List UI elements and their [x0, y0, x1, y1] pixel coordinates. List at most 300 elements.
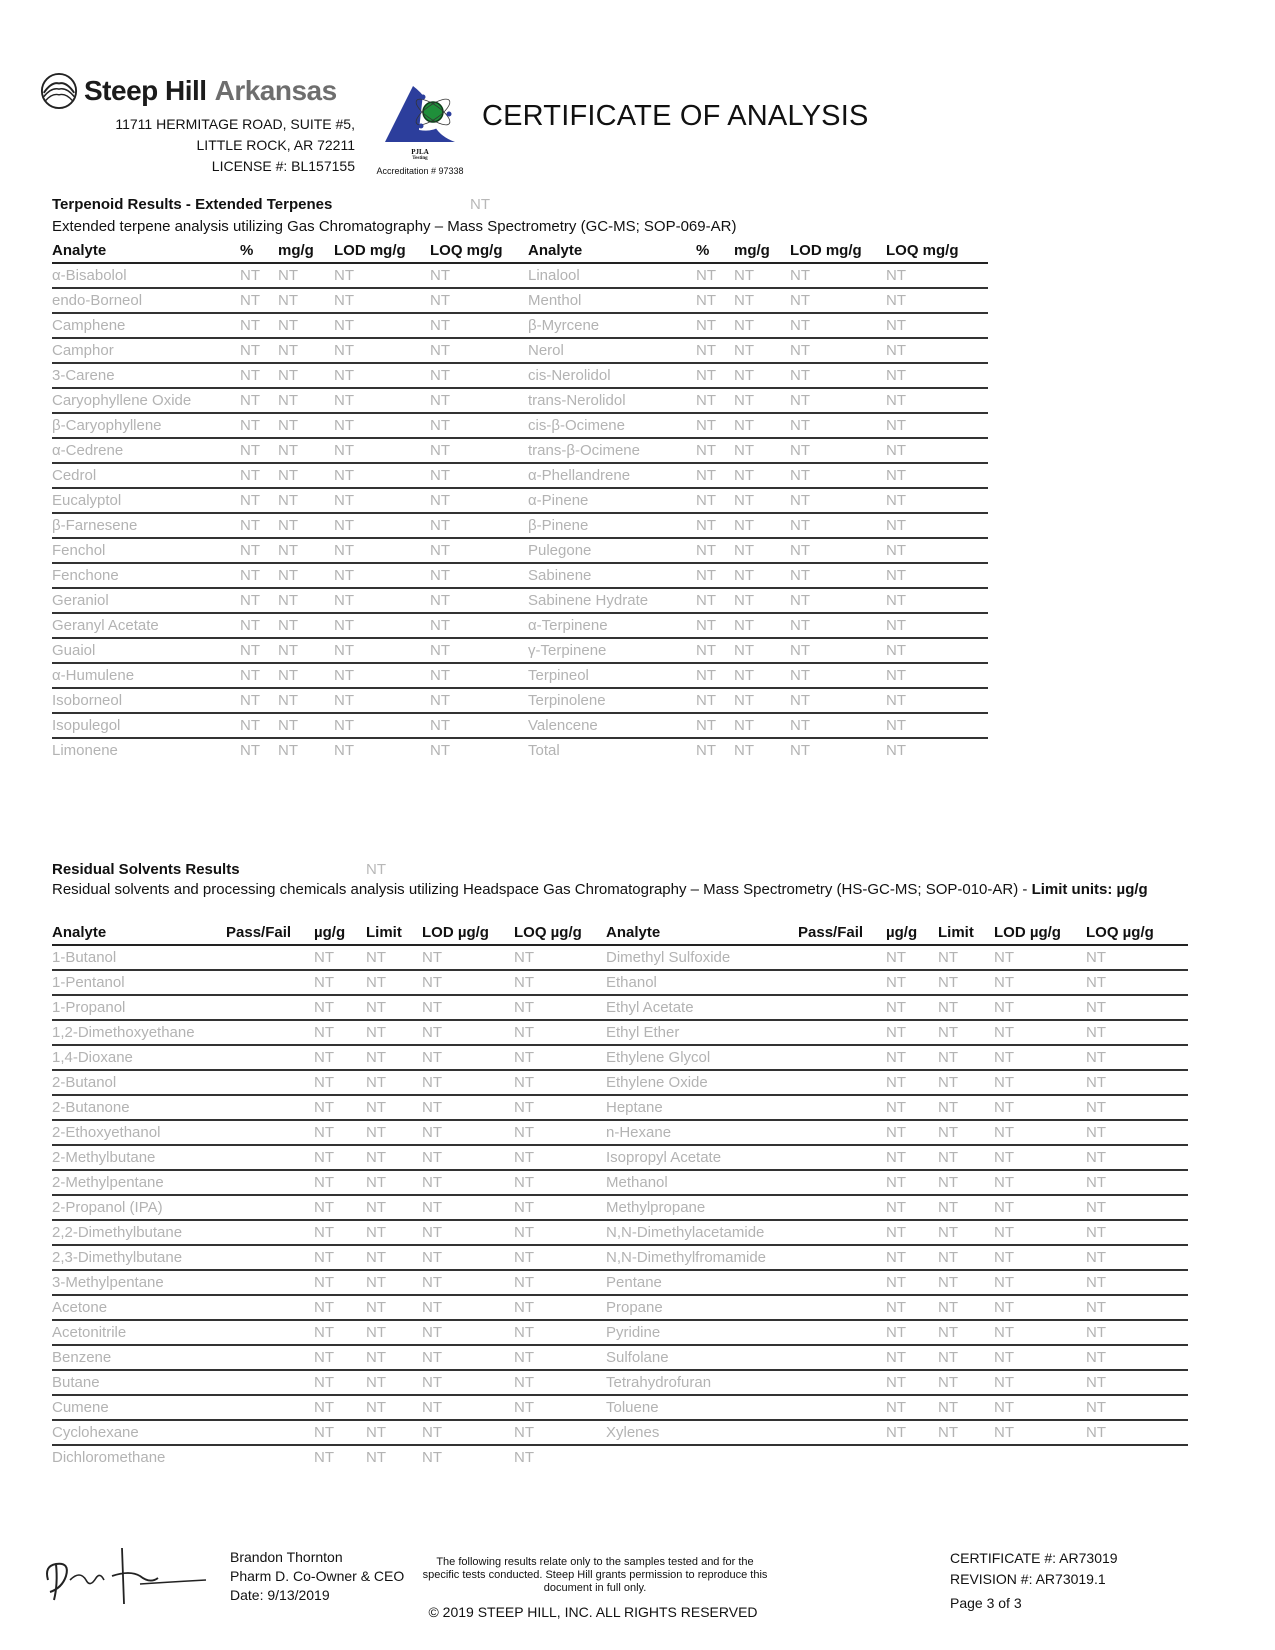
column-header: Analyte	[52, 920, 226, 945]
result-cell: NT	[240, 288, 278, 313]
result-cell	[938, 1445, 994, 1469]
result-cell: NT	[1086, 1295, 1188, 1320]
analyte-name: 1-Propanol	[52, 995, 226, 1020]
result-cell: NT	[514, 1070, 606, 1095]
result-cell: NT	[514, 1220, 606, 1245]
result-cell	[798, 1095, 886, 1120]
result-cell	[798, 1345, 886, 1370]
result-cell	[798, 1145, 886, 1170]
result-cell: NT	[334, 538, 430, 563]
analyte-name: 2-Butanol	[52, 1070, 226, 1095]
result-cell: NT	[1086, 1170, 1188, 1195]
result-cell	[798, 1270, 886, 1295]
result-cell	[226, 1145, 314, 1170]
result-cell: NT	[240, 388, 278, 413]
result-cell: NT	[314, 1295, 366, 1320]
result-cell: NT	[334, 513, 430, 538]
result-cell: NT	[938, 1320, 994, 1345]
analyte-name: 3-Methylpentane	[52, 1270, 226, 1295]
column-header: LOD mg/g	[334, 238, 430, 263]
result-cell: NT	[278, 688, 334, 713]
analyte-name: Fenchol	[52, 538, 240, 563]
result-cell: NT	[886, 338, 988, 363]
mountain-logo-icon	[40, 72, 78, 110]
result-cell: NT	[1086, 945, 1188, 970]
column-header: LOQ mg/g	[430, 238, 528, 263]
result-cell: NT	[938, 1145, 994, 1170]
result-cell: NT	[696, 713, 734, 738]
result-cell: NT	[734, 413, 790, 438]
result-cell: NT	[938, 1020, 994, 1045]
accreditation-number: Accreditation # 97338	[376, 166, 464, 176]
result-cell: NT	[314, 1345, 366, 1370]
result-cell: NT	[334, 713, 430, 738]
result-cell: NT	[696, 588, 734, 613]
result-cell: NT	[334, 488, 430, 513]
result-cell: NT	[240, 713, 278, 738]
table-row	[52, 738, 988, 762]
result-cell: NT	[790, 438, 886, 463]
result-cell: NT	[938, 1370, 994, 1395]
result-cell: NT	[1086, 970, 1188, 995]
result-cell: NT	[366, 1120, 422, 1145]
table-row	[52, 338, 988, 363]
result-cell: NT	[734, 638, 790, 663]
column-header: Analyte	[606, 920, 798, 945]
analyte-name: Geranyl Acetate	[52, 613, 240, 638]
result-cell: NT	[886, 313, 988, 338]
result-cell: NT	[734, 513, 790, 538]
result-cell: NT	[430, 413, 528, 438]
result-cell: NT	[334, 313, 430, 338]
table-row	[52, 1445, 1188, 1469]
analyte-name: 3-Carene	[52, 363, 240, 388]
table-row	[52, 1220, 1188, 1245]
result-cell	[226, 1370, 314, 1395]
result-cell: NT	[790, 313, 886, 338]
result-cell: NT	[422, 945, 514, 970]
result-cell: NT	[994, 1145, 1086, 1170]
result-cell: NT	[422, 1020, 514, 1045]
result-cell	[226, 995, 314, 1020]
result-cell: NT	[734, 563, 790, 588]
result-cell: NT	[734, 488, 790, 513]
table-row	[52, 1395, 1188, 1420]
result-cell: NT	[366, 995, 422, 1020]
analyte-name: Pulegone	[528, 538, 696, 563]
result-cell: NT	[1086, 1095, 1188, 1120]
copyright-notice: © 2019 STEEP HILL, INC. ALL RIGHTS RESERVED	[428, 1604, 758, 1620]
result-cell	[798, 1320, 886, 1345]
result-cell	[226, 1445, 314, 1469]
result-cell: NT	[430, 388, 528, 413]
table-row	[52, 995, 1188, 1020]
result-cell: NT	[366, 1270, 422, 1295]
table-row	[52, 463, 988, 488]
result-cell: NT	[430, 338, 528, 363]
result-cell: NT	[938, 970, 994, 995]
result-cell: NT	[240, 538, 278, 563]
result-cell: NT	[240, 438, 278, 463]
analyte-name: α-Cedrene	[52, 438, 240, 463]
result-cell: NT	[422, 1345, 514, 1370]
result-cell: NT	[278, 363, 334, 388]
analyte-name: Pyridine	[606, 1320, 798, 1345]
analyte-name: Linalool	[528, 263, 696, 288]
table-row	[52, 945, 1188, 970]
solvents-section-status: NT	[366, 861, 386, 878]
table-row	[52, 970, 1188, 995]
column-header: LOQ µg/g	[1086, 920, 1188, 945]
result-cell: NT	[366, 1195, 422, 1220]
result-cell: NT	[334, 363, 430, 388]
table-row	[52, 263, 988, 288]
signer-title: Pharm D. Co-Owner & CEO	[230, 1568, 405, 1584]
result-cell: NT	[790, 538, 886, 563]
result-cell: NT	[886, 613, 988, 638]
terpenes-section-description: Extended terpene analysis utilizing Gas Chromatography – Mass Spectrometry (GC-MS; SOP-069-AR)	[52, 218, 737, 235]
result-cell: NT	[430, 663, 528, 688]
result-cell: NT	[886, 413, 988, 438]
result-cell: NT	[430, 588, 528, 613]
result-cell	[798, 1045, 886, 1070]
result-cell: NT	[422, 1295, 514, 1320]
analyte-name: Isopulegol	[52, 713, 240, 738]
analyte-name: Sulfolane	[606, 1345, 798, 1370]
table-row	[52, 1245, 1188, 1270]
result-cell: NT	[278, 563, 334, 588]
result-cell: NT	[790, 513, 886, 538]
result-cell	[226, 1120, 314, 1145]
result-cell: NT	[422, 1070, 514, 1095]
result-cell: NT	[790, 563, 886, 588]
analyte-name: cis-Nerolidol	[528, 363, 696, 388]
table-row	[52, 1095, 1188, 1120]
result-cell: NT	[886, 638, 988, 663]
result-cell: NT	[886, 1295, 938, 1320]
table-row	[52, 288, 988, 313]
result-cell: NT	[696, 438, 734, 463]
result-cell: NT	[734, 313, 790, 338]
analyte-name: Limonene	[52, 742, 118, 759]
result-cell: NT	[886, 1420, 938, 1445]
result-cell	[994, 1445, 1086, 1469]
result-cell: NT	[430, 538, 528, 563]
result-cell: NT	[734, 688, 790, 713]
analyte-name: Isopropyl Acetate	[606, 1145, 798, 1170]
table-row	[52, 1370, 1188, 1395]
result-cell: NT	[886, 563, 988, 588]
result-cell: NT	[886, 995, 938, 1020]
result-cell: NT	[278, 538, 334, 563]
result-cell: NT	[314, 1220, 366, 1245]
result-cell: NT	[314, 1270, 366, 1295]
table-row	[52, 1345, 1188, 1370]
table-row	[52, 1170, 1188, 1195]
terpenes-section-status: NT	[470, 196, 490, 213]
result-cell	[226, 1220, 314, 1245]
table-row	[52, 363, 988, 388]
result-cell: NT	[422, 1195, 514, 1220]
result-cell: NT	[278, 338, 334, 363]
result-cell: NT	[1086, 1145, 1188, 1170]
result-cell: NT	[278, 513, 334, 538]
result-cell: NT	[314, 1320, 366, 1345]
result-cell: NT	[886, 1270, 938, 1295]
table-row	[52, 1070, 1188, 1095]
result-cell: NT	[790, 263, 886, 288]
terpenes-table-body	[52, 263, 988, 762]
result-cell: NT	[430, 688, 528, 713]
result-cell: NT	[886, 713, 988, 738]
result-cell: NT	[994, 1070, 1086, 1095]
result-cell: NT	[430, 488, 528, 513]
result-cell: NT	[278, 413, 334, 438]
result-cell: NT	[886, 663, 988, 688]
result-cell: NT	[514, 1120, 606, 1145]
result-cell	[226, 1270, 314, 1295]
result-cell: NT	[734, 613, 790, 638]
result-cell: NT	[422, 1095, 514, 1120]
result-cell: NT	[366, 1420, 422, 1445]
result-cell: NT	[938, 1420, 994, 1445]
analyte-name: Cumene	[52, 1395, 226, 1420]
result-cell: NT	[240, 463, 278, 488]
result-cell: NT	[240, 563, 278, 588]
result-cell: NT	[938, 1095, 994, 1120]
analyte-name: 2,3-Dimethylbutane	[52, 1245, 226, 1270]
result-cell: NT	[1086, 1120, 1188, 1145]
result-cell: NT	[886, 1045, 938, 1070]
solvents-section-title: Residual Solvents Results	[52, 861, 240, 878]
result-cell: NT	[696, 463, 734, 488]
page-number: Page 3 of 3	[950, 1595, 1022, 1611]
analyte-name: Camphene	[52, 313, 240, 338]
result-cell: NT	[790, 413, 886, 438]
result-cell: NT	[422, 1370, 514, 1395]
result-cell: NT	[334, 613, 430, 638]
result-cell: NT	[422, 1395, 514, 1420]
result-cell: NT	[1086, 1195, 1188, 1220]
result-cell: NT	[994, 1195, 1086, 1220]
analyte-name: Sabinene	[528, 563, 696, 588]
result-cell: NT	[734, 263, 790, 288]
result-cell	[798, 1420, 886, 1445]
pjla-accreditation-badge	[370, 84, 470, 176]
result-cell: NT	[696, 688, 734, 713]
analyte-name: Ethylene Oxide	[606, 1070, 798, 1095]
result-cell	[798, 1395, 886, 1420]
result-cell: NT	[430, 313, 528, 338]
table-row	[52, 1295, 1188, 1320]
analyte-name: Benzene	[52, 1345, 226, 1370]
result-cell: NT	[886, 288, 988, 313]
analyte-name: Butane	[52, 1370, 226, 1395]
result-cell: NT	[994, 970, 1086, 995]
solvents-results-table	[52, 920, 1188, 1469]
result-cell	[798, 1220, 886, 1245]
result-cell	[226, 1295, 314, 1320]
result-cell: NT	[314, 1120, 366, 1145]
result-cell: NT	[938, 995, 994, 1020]
result-cell: NT	[886, 588, 988, 613]
result-cell: NT	[366, 1245, 422, 1270]
result-cell: NT	[696, 388, 734, 413]
result-cell: NT	[886, 438, 988, 463]
result-cell: NT	[994, 1295, 1086, 1320]
analyte-name: Sabinene Hydrate	[528, 588, 696, 613]
result-cell	[226, 1420, 314, 1445]
analyte-name: Methylpropane	[606, 1195, 798, 1220]
result-cell: NT	[734, 338, 790, 363]
result-cell: NT	[696, 563, 734, 588]
result-cell: NT	[422, 1245, 514, 1270]
result-cell: NT	[790, 463, 886, 488]
result-cell: NT	[422, 970, 514, 995]
result-cell	[798, 1120, 886, 1145]
analyte-name: Ethylene Glycol	[606, 1045, 798, 1070]
result-cell: NT	[734, 713, 790, 738]
result-cell: NT	[430, 563, 528, 588]
result-cell: NT	[696, 613, 734, 638]
result-cell: NT	[938, 1220, 994, 1245]
result-cell: NT	[790, 363, 886, 388]
result-cell	[226, 1320, 314, 1345]
result-cell: NT	[422, 1045, 514, 1070]
result-cell: NT	[366, 1345, 422, 1370]
result-cell: NT	[938, 1295, 994, 1320]
analyte-name: 1-Butanol	[52, 945, 226, 970]
analyte-name: trans-β-Ocimene	[528, 438, 696, 463]
result-cell	[798, 1245, 886, 1270]
table-row	[52, 713, 988, 738]
result-cell: NT	[696, 742, 716, 759]
column-header: µg/g	[314, 920, 366, 945]
result-cell: NT	[430, 263, 528, 288]
analyte-name: 1,4-Dioxane	[52, 1045, 226, 1070]
column-header: LOQ µg/g	[514, 920, 606, 945]
analyte-name: endo-Borneol	[52, 288, 240, 313]
table-row	[52, 1195, 1188, 1220]
result-cell: NT	[278, 613, 334, 638]
analyte-name: Acetone	[52, 1295, 226, 1320]
result-cell	[226, 1245, 314, 1270]
result-cell: NT	[240, 488, 278, 513]
pjla-atom-logo-icon	[383, 84, 457, 144]
column-header: Analyte	[52, 238, 240, 263]
result-cell: NT	[790, 638, 886, 663]
result-cell	[226, 1195, 314, 1220]
terpenes-section-title: Terpenoid Results - Extended Terpenes	[52, 196, 333, 213]
result-cell: NT	[994, 1220, 1086, 1245]
result-cell	[798, 1445, 886, 1469]
result-cell: NT	[886, 538, 988, 563]
result-cell: NT	[422, 1120, 514, 1145]
result-cell: NT	[430, 288, 528, 313]
result-cell: NT	[240, 742, 260, 759]
result-cell: NT	[334, 438, 430, 463]
column-header: %	[240, 238, 278, 263]
result-cell: NT	[366, 1170, 422, 1195]
table-row	[52, 1420, 1188, 1445]
result-cell: NT	[1086, 1020, 1188, 1045]
result-cell: NT	[696, 513, 734, 538]
result-cell: NT	[886, 1245, 938, 1270]
license-number: LICENSE #: BL157155	[211, 158, 355, 174]
result-cell: NT	[334, 288, 430, 313]
result-cell: NT	[366, 1045, 422, 1070]
result-cell: NT	[886, 1195, 938, 1220]
result-cell: NT	[366, 1070, 422, 1095]
result-cell: NT	[430, 613, 528, 638]
result-cell: NT	[938, 1170, 994, 1195]
result-cell: NT	[514, 1370, 606, 1395]
result-cell: NT	[240, 663, 278, 688]
result-cell: NT	[734, 588, 790, 613]
result-cell	[798, 1370, 886, 1395]
analyte-name: α-Pinene	[528, 488, 696, 513]
address-line-2: LITTLE ROCK, AR 72211	[196, 137, 355, 153]
result-cell: NT	[790, 488, 886, 513]
result-cell: NT	[240, 338, 278, 363]
result-cell	[226, 1395, 314, 1420]
result-cell: NT	[994, 1420, 1086, 1445]
result-cell: NT	[790, 388, 886, 413]
result-cell: NT	[938, 1345, 994, 1370]
result-cell: NT	[334, 263, 430, 288]
analyte-name: Menthol	[528, 288, 696, 313]
signature-date: Date: 9/13/2019	[230, 1587, 330, 1603]
result-cell: NT	[314, 1245, 366, 1270]
result-cell: NT	[422, 1270, 514, 1295]
result-cell: NT	[938, 1070, 994, 1095]
analyte-name: Camphor	[52, 338, 240, 363]
result-cell: NT	[696, 638, 734, 663]
table-row	[52, 313, 988, 338]
result-cell: NT	[314, 970, 366, 995]
result-cell: NT	[514, 1295, 606, 1320]
result-cell: NT	[514, 1420, 606, 1445]
result-cell: NT	[366, 1220, 422, 1245]
brand-name: Steep Hill	[84, 75, 207, 106]
analyte-name: Total	[528, 742, 560, 759]
result-cell: NT	[514, 1145, 606, 1170]
analyte-name: Guaiol	[52, 638, 240, 663]
analyte-name: 2-Ethoxyethanol	[52, 1120, 226, 1145]
analyte-name: β-Pinene	[528, 513, 696, 538]
result-cell	[798, 1070, 886, 1095]
result-cell: NT	[334, 742, 354, 759]
result-cell: NT	[278, 713, 334, 738]
column-header: LOD µg/g	[422, 920, 514, 945]
result-cell: NT	[334, 563, 430, 588]
result-cell: NT	[430, 463, 528, 488]
result-cell: NT	[514, 1345, 606, 1370]
certificate-info	[950, 1548, 1118, 1590]
table-row	[52, 413, 988, 438]
solvents-limit-units: Limit units: µg/g	[1031, 881, 1148, 898]
analyte-name: Heptane	[606, 1095, 798, 1120]
result-cell: NT	[1086, 1220, 1188, 1245]
result-cell: NT	[938, 945, 994, 970]
result-cell: NT	[938, 1395, 994, 1420]
analyte-name: 2-Propanol (IPA)	[52, 1195, 226, 1220]
result-cell: NT	[886, 945, 938, 970]
result-cell: NT	[1086, 1345, 1188, 1370]
result-cell: NT	[994, 1020, 1086, 1045]
result-cell: NT	[366, 1145, 422, 1170]
analyte-name: Ethyl Ether	[606, 1020, 798, 1045]
